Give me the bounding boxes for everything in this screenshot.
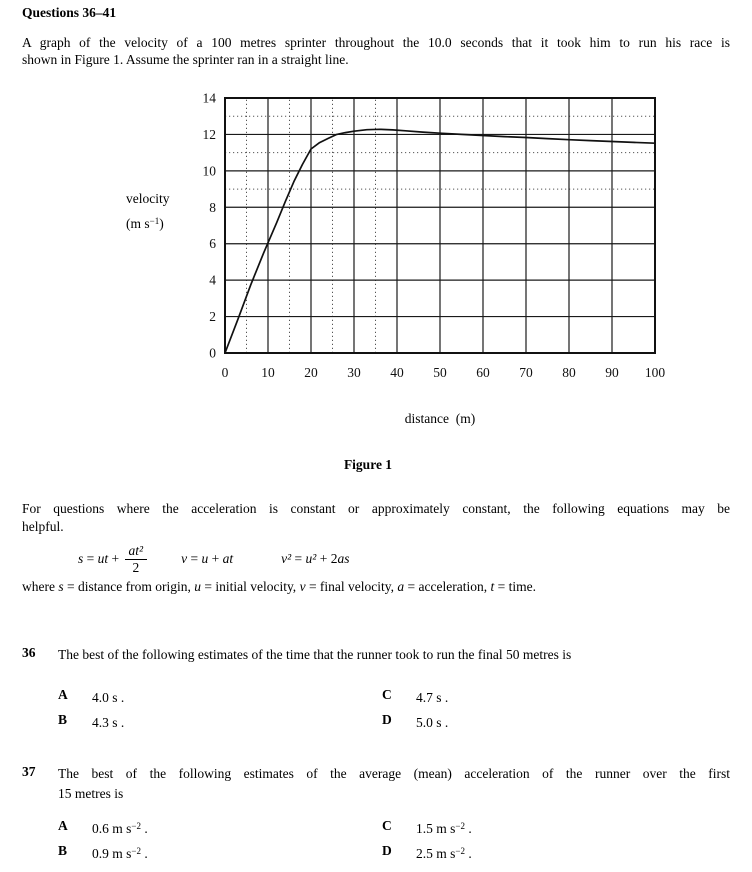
svg-text:50: 50	[433, 365, 447, 380]
question-36-text: The best of the following estimates of the time that the runner took to run the final 50 metres is	[58, 647, 572, 662]
question-37-text-line-2: 15 metres is	[58, 786, 124, 801]
question-36-options	[58, 684, 698, 734]
intro-line-1: A graph of the velocity of a 100 metres sprinter throughout the 10.0 seconds that it took him to run his race is	[22, 35, 730, 50]
intro-line-2: shown in Figure 1. Assume the sprinter ran in a straight line.	[22, 51, 349, 67]
svg-text:12: 12	[202, 126, 216, 142]
option-value: 4.7 s .	[416, 690, 449, 705]
svg-text:8: 8	[209, 199, 216, 215]
svg-text:30: 30	[347, 365, 361, 380]
option-letter: B	[58, 843, 68, 858]
option-37-a	[58, 815, 382, 840]
svg-text:40: 40	[390, 365, 404, 380]
equations-intro-line-1: For questions where the acceleration is constant or approximately constant, the following equations may be	[22, 501, 730, 516]
svg-text:4: 4	[209, 272, 216, 288]
option-letter: A	[58, 818, 68, 833]
option-letter: C	[382, 818, 392, 833]
option-letter: A	[58, 687, 68, 702]
option-value: 4.0 s .	[92, 690, 125, 705]
y-axis-units-sup: −1	[149, 216, 160, 226]
svg-text:0: 0	[221, 365, 229, 380]
option-letter: D	[382, 843, 392, 858]
equation-2: v = u + at	[181, 551, 234, 566]
page-title: Questions 36–41	[22, 5, 117, 20]
option-36-d	[382, 709, 698, 734]
option-value: 1.5 m $s^{-2}$ .	[416, 821, 472, 836]
equation-1: s = ut + $\frac{\text{at²}}{2}$	[78, 543, 147, 576]
equations-intro-line-2: helpful.	[22, 519, 64, 534]
option-36-c	[382, 684, 698, 709]
svg-text:80: 80	[562, 365, 576, 380]
svg-text:60: 60	[476, 365, 490, 380]
question-37-text	[58, 764, 730, 804]
svg-text:2: 2	[209, 309, 216, 325]
option-value: 0.6 m $s^{-2}$ .	[92, 821, 148, 836]
option-37-d	[382, 840, 698, 865]
svg-text:10: 10	[202, 163, 216, 179]
option-letter: B	[58, 712, 68, 727]
option-36-b	[58, 709, 382, 734]
y-axis-label: velocity	[126, 191, 170, 206]
option-37-c	[382, 815, 698, 840]
svg-text:6: 6	[209, 236, 216, 252]
svg-text:14: 14	[202, 90, 216, 106]
option-letter: D	[382, 712, 392, 727]
equations-row	[78, 541, 349, 577]
equations-intro	[22, 500, 730, 536]
equation-1-fraction: $\frac{\text{at²}}{2}$	[125, 543, 148, 576]
question-37-text-line-1: The best of the following estimates of the average (mean) acceleration of the runner over the first	[58, 766, 730, 781]
svg-text:90: 90	[605, 365, 619, 380]
option-value: 5.0 s .	[416, 715, 449, 730]
option-letter: C	[382, 687, 392, 702]
figure1-chart	[0, 88, 752, 388]
svg-text:20: 20	[304, 365, 318, 380]
svg-text:0: 0	[209, 345, 216, 361]
svg-text:100: 100	[644, 365, 666, 380]
symbol-definitions: where s = distance from origin, u = initial velocity, v = final velocity, a = acceleration, t = time.	[22, 579, 536, 594]
intro-paragraph	[22, 35, 730, 68]
question-37-number: 37	[22, 764, 36, 779]
figure-caption: Figure 1	[343, 457, 393, 472]
figure1-graph	[0, 88, 752, 433]
question-36-number: 36	[22, 645, 36, 660]
y-axis-units: (m $s^{-1}$)	[126, 216, 164, 231]
question-37-options	[58, 815, 698, 865]
equation-3: v² = u² + 2 as	[281, 551, 350, 566]
svg-text:70: 70	[519, 365, 533, 380]
option-value: 4.3 s .	[92, 715, 125, 730]
option-value: 2.5 m $s^{-2}$ .	[416, 846, 472, 861]
option-36-a	[58, 684, 382, 709]
option-37-b	[58, 840, 382, 865]
svg-text:10: 10	[261, 365, 275, 380]
option-value: 0.9 m $s^{-2}$ .	[92, 846, 148, 861]
x-axis-label: distance (m)	[404, 411, 476, 426]
